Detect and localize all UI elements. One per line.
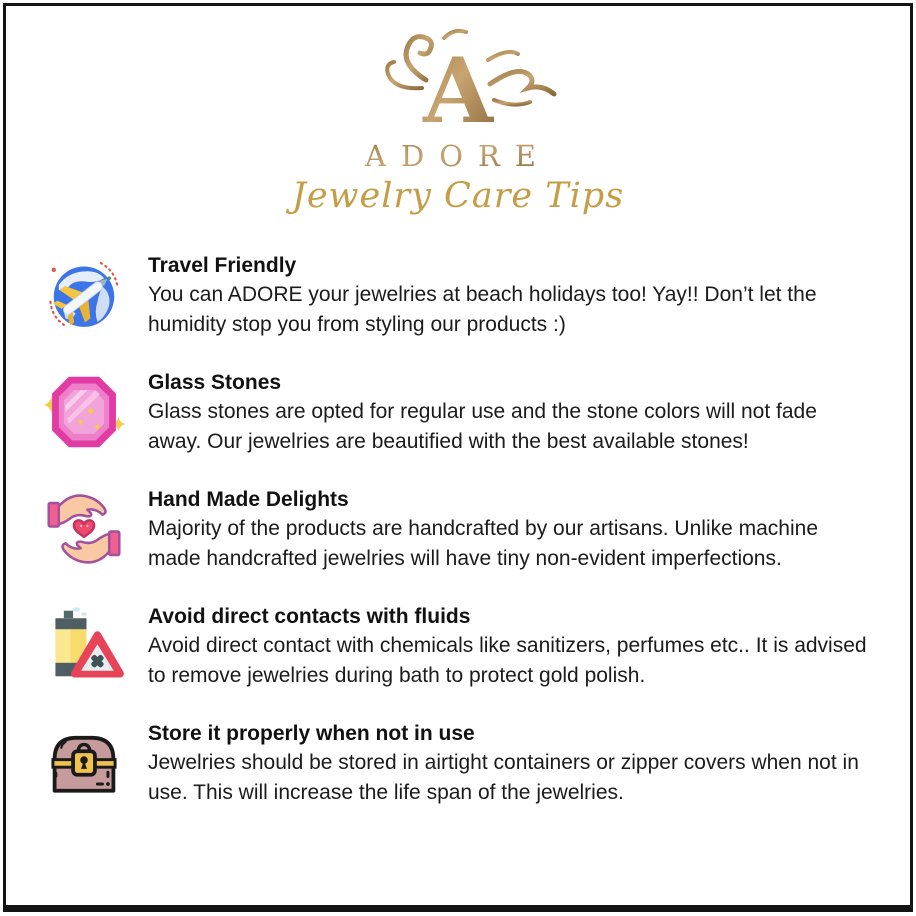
- tip-body: You can ADORE your jewelries at beach holidays too! Yay!! Don’t let the humidity stop you from styling our products :): [148, 283, 817, 337]
- tip-title: Avoid direct contacts with fluids: [148, 604, 471, 628]
- tip-body: Jewelries should be stored in airtight containers or zipper covers when not in use. This will increase the life span of the jewelries.: [148, 751, 859, 805]
- tip-title: Travel Friendly: [148, 254, 297, 277]
- adore-logo: [298, 24, 618, 174]
- tip-row-glass-stones: [40, 369, 874, 457]
- tip-body: Avoid direct contact with chemicals like sanitizers, perfumes etc.. It is advised to remove jewelries during bath to protect gold polish.: [148, 634, 867, 688]
- brand-monogram: A: [423, 38, 493, 144]
- tip-row-travel-friendly: [40, 252, 874, 340]
- jewelry-care-card: [3, 3, 913, 912]
- tip-title: Hand Made Delights: [148, 487, 349, 511]
- tip-body: Majority of the products are handcrafted by our artisans. Unlike machine made handcrafted jewelries will have tiny non-evident imperfections.: [148, 517, 819, 571]
- tip-body: Glass stones are opted for regular use and the stone colors will not fade away. Our jewelries are beautified with the best available stones!: [148, 400, 817, 454]
- tip-row-store-properly: [40, 720, 874, 808]
- tip-text-block: [148, 603, 874, 691]
- tip-title: Store it properly when not in use: [148, 721, 475, 745]
- tip-text-block: [148, 486, 874, 574]
- tips-list: [6, 252, 910, 808]
- globe-plane-icon: [40, 253, 128, 337]
- tip-text-block: [148, 252, 874, 340]
- gemstone-icon: [40, 370, 128, 454]
- tip-title: Glass Stones: [148, 370, 282, 394]
- page-title: Jewelry Care Tips: [291, 176, 625, 216]
- hands-heart-icon: [40, 487, 128, 571]
- chemical-warning-icon: [40, 604, 128, 688]
- tip-text-block: [148, 720, 874, 808]
- tip-row-hand-made: [40, 486, 874, 574]
- tip-text-block: [148, 369, 874, 457]
- tip-row-avoid-fluids: [40, 603, 874, 691]
- brand-header: [6, 6, 910, 216]
- brand-name: ADORE: [365, 139, 551, 173]
- treasure-chest-icon: [40, 721, 128, 805]
